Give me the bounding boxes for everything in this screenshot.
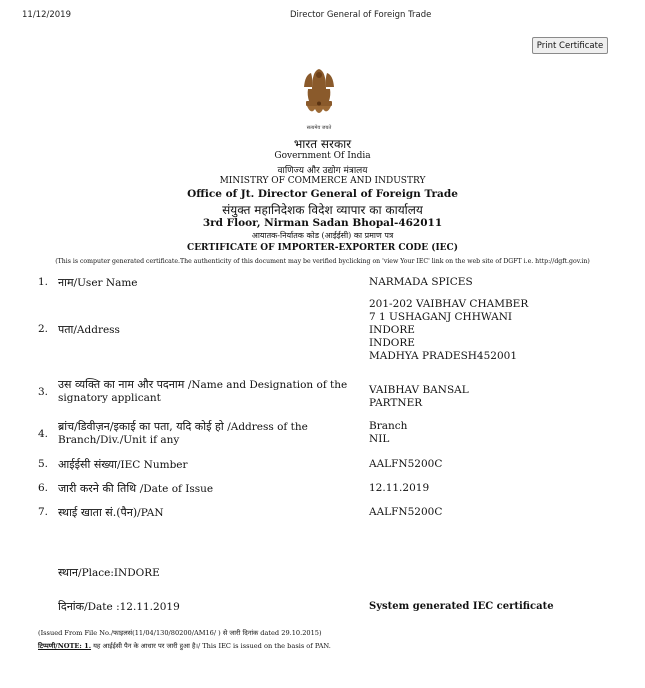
row-number: 1. [38, 276, 49, 288]
print-date: 11/12/2019 [22, 10, 71, 20]
label-hindi: पता [58, 323, 74, 336]
row-number: 4. [38, 428, 49, 440]
row-number: 7. [38, 506, 49, 518]
government-heading: Government Of India [274, 151, 371, 161]
emblem-motto: सत्यमेव जयते [306, 125, 332, 131]
hindi-certificate-title: आयातक-निर्यातक कोड (आईईसी) का प्रमाण पत्र [251, 231, 394, 240]
label-hindi: आईईसी संख्या [58, 458, 117, 471]
hindi-ministry-heading: वाणिज्य और उद्योग मंत्रालय [277, 166, 368, 176]
label-hindi: उस व्यक्ति का नाम और पदनाम [58, 378, 188, 391]
row-number: 5. [38, 458, 49, 470]
note-label: टिप्पणी/NOTE: 1. [38, 642, 92, 650]
national-emblem-icon [295, 65, 343, 135]
pan-basis-note [38, 641, 331, 650]
label-english: /Name and Designation of the signatory applicant [58, 379, 348, 404]
authenticity-note: (This is computer generated certificate.The authenticity of this document may be verified byclicking on 'view Your IEC' link on the web site of DGFT i.e. http://dgft.gov.in) [55, 258, 590, 265]
date-label-english: /Date : [84, 601, 120, 613]
hindi-office-heading: संयुक्त महानिदेशक विदेश व्यापार का कार्यालय [222, 203, 423, 217]
label-hindi: जारी करने की तिथि [58, 482, 140, 495]
branch-line: Branch [369, 420, 408, 432]
date-label-hindi: दिनांक [58, 600, 85, 613]
hindi-government-heading: भारत सरकार [293, 137, 352, 151]
label-hindi: नाम [58, 276, 74, 289]
note-text: यह आईईसी पैन के आधार पर जारी हुआ है।/ This IEC is issued on the basis of PAN. [91, 642, 331, 650]
branch-line: NIL [369, 433, 390, 445]
branch-value [369, 420, 407, 446]
label-hindi: स्थाई खाता सं.(पैन) [58, 506, 138, 519]
date-value: 12.11.2019 [119, 601, 180, 613]
date-of-issue-value: 12.11.2019 [369, 482, 430, 494]
signatory-value [369, 384, 469, 410]
address-line: MADHYA PRADESH452001 [369, 350, 518, 362]
label-english: /Address of the Branch/Div./Unit if any [58, 421, 308, 446]
user-name-value: NARMADA SPICES [369, 276, 473, 288]
address-line: INDORE [369, 337, 415, 349]
address-line: 7 1 USHAGANJ CHHWANI [369, 311, 513, 323]
signatory-designation: PARTNER [369, 397, 423, 409]
place-label-english: /Place: [78, 567, 114, 579]
office-address: 3rd Floor, Nirman Sadan Bhopal-462011 [202, 217, 443, 229]
signatory-name: VAIBHAV BANSAL [369, 384, 469, 396]
place-value: INDORE [113, 567, 160, 579]
row-number: 6. [38, 482, 49, 494]
label-english: /IEC Number [116, 459, 188, 471]
office-heading: Office of Jt. Director General of Foreign Trade [187, 188, 458, 200]
iec-number-value: AALFN5200C [369, 458, 443, 470]
row-number: 2. [38, 323, 49, 335]
label-english: /Date of Issue [139, 483, 214, 495]
print-page-title: Director General of Foreign Trade [290, 10, 432, 20]
row-number: 3. [38, 386, 49, 398]
print-header [0, 10, 645, 24]
label-english: /Address [73, 324, 120, 336]
print-certificate-button[interactable]: Print Certificate [532, 37, 608, 54]
label-english: /User Name [73, 277, 138, 289]
system-generated-note: System generated IEC certificate [369, 601, 554, 612]
pan-value: AALFN5200C [369, 506, 443, 518]
certificate-title: CERTIFICATE OF IMPORTER-EXPORTER CODE (IEC) [187, 243, 458, 253]
address-line: 201-202 VAIBHAV CHAMBER [369, 298, 529, 310]
address-value [369, 298, 528, 363]
label-english: /PAN [137, 507, 164, 519]
place-label-hindi: स्थान [58, 566, 79, 579]
address-line: INDORE [369, 324, 415, 336]
issued-from-note: (Issued From File No./फाइलसं(11/04/130/80200/AM16/ ) से जारी दिनांक dated 29.10.2015) [38, 629, 322, 637]
ministry-heading: MINISTRY OF COMMERCE AND INDUSTRY [219, 176, 426, 186]
label-hindi: ब्रांच/डिवीज़न/इकाई का पता, यदि कोई हो [58, 420, 228, 433]
